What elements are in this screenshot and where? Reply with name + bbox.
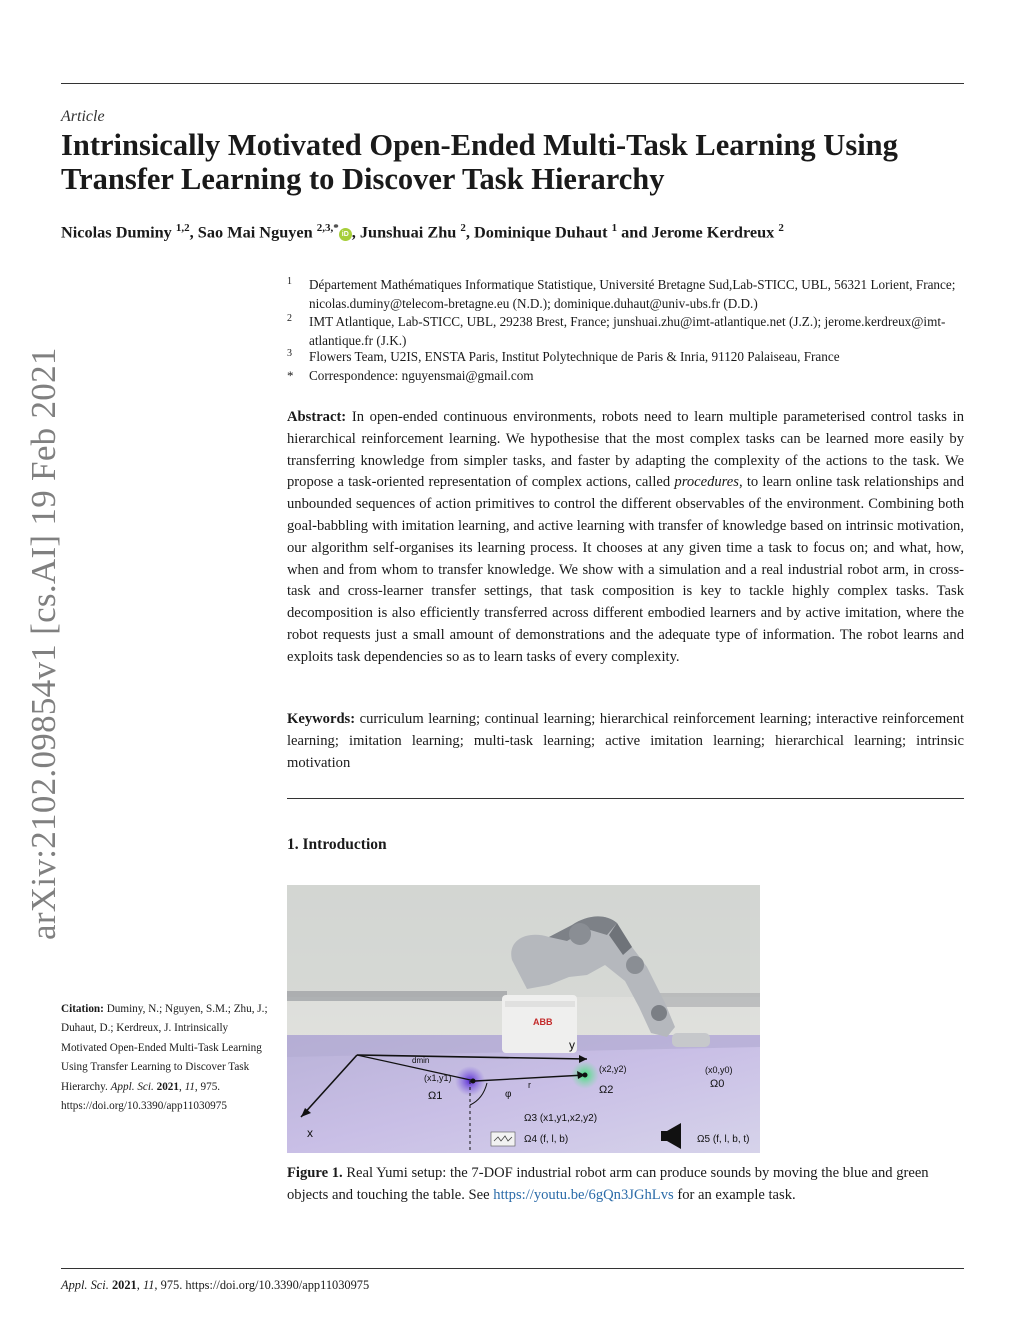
orcid-icon[interactable]: iD	[339, 228, 352, 241]
article-type-label: Article	[61, 108, 105, 125]
r-label: r	[528, 1080, 531, 1090]
x0y0-label: (x0,y0)	[705, 1065, 733, 1075]
abstract-label: Abstract:	[287, 409, 347, 425]
affiliation-mark: 3	[287, 348, 292, 359]
keywords-label: Keywords:	[287, 711, 356, 727]
figure-1-photo	[287, 885, 760, 1153]
dmin-label: dmin	[412, 1056, 430, 1065]
section-divider	[287, 798, 964, 799]
footer-rest: , 975. https://doi.org/10.3390/app11030975	[154, 1278, 370, 1292]
omega0-label: Ω0	[710, 1078, 725, 1090]
affiliation-text: IMT Atlantique, Lab-STICC, UBL, 29238 Brest, France; junshuai.zhu@imt-atlantique.net (J.Z.); jerome.kerdreux@imt-atlantique.fr (J.K.)	[309, 314, 946, 348]
citation-block: Citation: Duminy, N.; Nguyen, S.M.; Zhu, J.; Duhaut, D.; Kerdreux, J. Intrinsically Motivated Open-Ended Multi-Task Learning Using Transfer Learning to Discover Task Hierarchy. Appl. Sci. 2021, 11, 975. https://doi.org/10.3390/app11030975	[61, 1003, 268, 1113]
page-footer: Appl. Sci. 2021, 11, 975. https://doi.org/10.3390/app11030975	[61, 1278, 370, 1292]
affiliation-text: Département Mathématiques Informatique Statistique, Université Bretagne Sud,Lab-STICC, UBL, 56321 Lorient, France; nicolas.duminy@telecom-bretagne.eu (N.D.); dominique.duhaut@univ-ubs.fr (D.D.)	[309, 277, 956, 311]
author-separator: ,	[465, 222, 475, 242]
y-axis-label: y	[569, 1038, 575, 1052]
affiliation-3	[287, 348, 965, 367]
affiliation-mark: 1	[287, 276, 292, 287]
affiliation-mark: 2	[287, 313, 292, 324]
affiliation-mark: *	[287, 368, 294, 383]
abstract-emphasis: procedures	[674, 474, 739, 491]
affiliation-text: Correspondence: nguyensmai@gmail.com	[309, 368, 534, 383]
caption-label: Figure 1.	[287, 1165, 343, 1181]
caption-text: Real Yumi setup: the 7-DOF industrial robot arm can produce sounds by moving the blue and green objects and touching the table. See	[287, 1165, 929, 1203]
x2y2-label: (x2,y2)	[599, 1064, 627, 1074]
footer-journal: Appl. Sci.	[61, 1278, 109, 1292]
citation-year: 2021	[156, 1080, 179, 1093]
author-affiliation-sup: 1	[611, 222, 618, 234]
omega2-label: Ω2	[599, 1084, 614, 1096]
citation-text: Duminy, N.; Nguyen, S.M.; Zhu, J.; Duhaut, D.; Kerdreux, J. Intrinsically Motivated Open-Ended Multi-Task Learning Using Transfer Learning to Discover Task Hierarchy.	[61, 1003, 268, 1093]
author-separator: ,	[351, 222, 360, 242]
author-name: Jerome Kerdreux	[651, 222, 775, 242]
abstract	[287, 407, 964, 669]
footer-volume: 11	[142, 1278, 155, 1292]
author-list	[61, 222, 961, 242]
video-link[interactable]: https://youtu.be/6gQn3JGhLvs	[493, 1186, 674, 1203]
x1y1-label: (x1,y1)	[424, 1073, 452, 1083]
author-affiliation-sup: 2	[778, 222, 784, 234]
affiliation-text: Flowers Team, U2IS, ENSTA Paris, Institut Polytechnique de Paris & Inria, 91120 Palaiseau, France	[309, 349, 840, 364]
abstract-text-2: , to learn online task relationships and unbounded sequences of action primitives to control the different observables of the environment. Combining both goal-babbling with imitation learning, and active learning with transfer of knowledge based on intrinsic motivation, our algorithm self-organises its learning process. It chooses at any given time a task to focus on; and what, how, when and from whom to transfer knowledge. We show with a simulation and a real industrial robot arm, in cross-task and cross-learner transfer settings, that task composition is key to tackle highly complex tasks. Task decomposition is also efficiently transferred across different embodied learners and by active imitation, where the robot requests just a small amount of demonstrations and the adequate type of information. The robot learns and exploits task dependencies so as to learn tasks of every complexity.	[287, 474, 964, 665]
paper-title: Intrinsically Motivated Open-Ended Multi-Task Learning Using Transfer Learning to Discover Task Hierarchy	[61, 128, 898, 196]
phi-label: φ	[505, 1089, 512, 1100]
footer-rule	[61, 1268, 964, 1269]
author-name: Nicolas Duminy	[61, 222, 172, 242]
author-name: Junshuai Zhu	[359, 222, 457, 242]
author-separator: ,	[189, 222, 198, 242]
figure-caption	[287, 1163, 964, 1207]
affiliation-2	[287, 313, 965, 350]
citation-journal: Appl. Sci.	[110, 1080, 154, 1093]
arxiv-watermark: arXiv:2102.09854v1 [cs.AI] 19 Feb 2021	[24, 347, 63, 940]
omega5-label: Ω5 (f, l, b, t)	[697, 1134, 750, 1145]
author-separator: and	[617, 222, 652, 242]
abb-logo: ABB	[533, 1017, 553, 1027]
citation-pages: , 975.	[194, 1080, 221, 1093]
x-axis-label: x	[307, 1126, 313, 1140]
omega4-label: Ω4 (f, l, b)	[524, 1134, 569, 1145]
omega1-label: Ω1	[428, 1090, 443, 1102]
section-heading: 1. Introduction	[287, 836, 387, 853]
citation-doi[interactable]: https://doi.org/10.3390/app11030975	[61, 1100, 227, 1113]
citation-label: Citation:	[61, 1003, 104, 1015]
correspondence	[287, 367, 965, 386]
author-name: Dominique Duhaut	[474, 222, 608, 242]
top-rule	[61, 83, 964, 84]
author-affiliation-sup: 1,2	[175, 222, 190, 234]
author-affiliation-sup: 2,3,*	[316, 222, 339, 234]
keywords	[287, 709, 964, 774]
omega3-label: Ω3 (x1,y1,x2,y2)	[524, 1113, 598, 1124]
author-affiliation-sup: 2	[460, 222, 466, 234]
citation-volume: 11	[184, 1080, 195, 1093]
keywords-text: curriculum learning; continual learning; hierarchical reinforcement learning; interactive reinforcement learning; imitation learning; multi-task learning; active imitation learning; hierarchical learning; intrinsic motivation	[287, 711, 964, 771]
footer-year: 2021	[111, 1278, 137, 1292]
caption-end: for an example task.	[673, 1186, 796, 1203]
abstract-text-1: In open-ended continuous environments, robots need to learn multiple parameterised control tasks in hierarchical reinforcement learning. We hypothesise that the most complex tasks can be learned more easily by transferring knowledge from simpler tasks, and faster by adapting the complexity of the actions to the task. We propose a task-oriented representation of complex actions, called	[287, 409, 964, 491]
author-name: Sao Mai Nguyen	[197, 222, 313, 242]
affiliation-1	[287, 276, 965, 313]
